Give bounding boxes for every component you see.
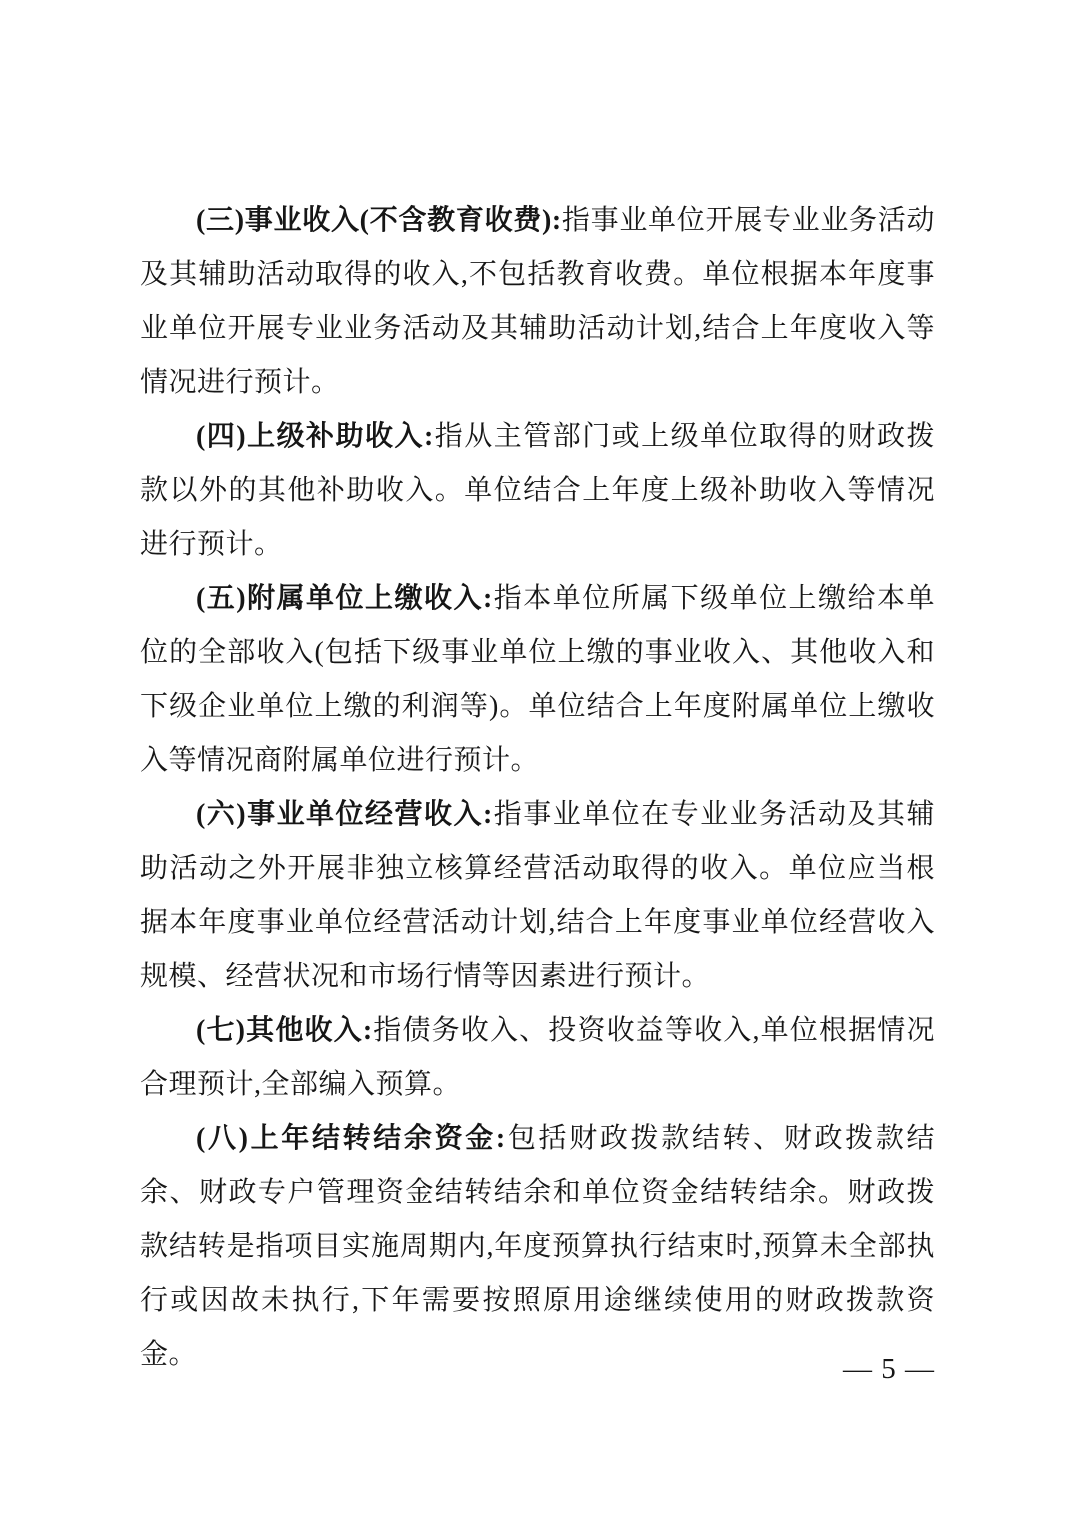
- paragraph-item-7-heading: (七)其他收入:: [196, 1015, 373, 1046]
- paragraph-item-8-heading: (八)上年结转结余资金:: [196, 1123, 506, 1154]
- paragraph-item-4-heading: (四)上级补助收入:: [196, 421, 434, 452]
- paragraph-item-5-text: 指本单位所属下级单位上缴给本单位的全部收入(包括下级事业单位上缴的事业收入、其他收入和下级企业单位上缴的利润等)。单位结合上年度附属单位上缴收入等情况商附属单位进行预计。: [140, 583, 935, 776]
- paragraph-item-6-text: 指事业单位在专业业务活动及其辅助活动之外开展非独立核算经营活动取得的收入。单位应当根据本年度事业单位经营活动计划,结合上年度事业单位经营收入规模、经营状况和市场行情等因素进行预计。: [140, 799, 935, 992]
- paragraph-item-4-text: 指从主管部门或上级单位取得的财政拨款以外的其他补助收入。单位结合上年度上级补助收入等情况进行预计。: [140, 421, 935, 560]
- page-number: — 5 —: [843, 1353, 935, 1385]
- paragraph-item-7-text: 指债务收入、投资收益等收入,单位根据情况合理预计,全部编入预算。: [140, 1015, 935, 1100]
- paragraph-item-3: [140, 194, 935, 410]
- paragraph-item-5: [140, 572, 935, 788]
- paragraph-item-5-heading: (五)附属单位上缴收入:: [196, 583, 493, 614]
- paragraph-item-8-text: 包括财政拨款结转、财政拨款结余、财政专户管理资金结转结余和单位资金结转结余。财政拨款结转是指项目实施周期内,年度预算执行结束时,预算未全部执行或因故未执行,下年需要按照原用途继续使用的财政拨款资金。: [140, 1123, 935, 1370]
- paragraph-item-6-heading: (六)事业单位经营收入:: [196, 799, 493, 830]
- paragraph-item-7: [140, 1004, 935, 1112]
- paragraph-item-6: [140, 788, 935, 1004]
- document-body: [140, 194, 935, 1382]
- paragraph-item-4: [140, 410, 935, 572]
- paragraph-item-3-text: 指事业单位开展专业业务活动及其辅助活动取得的收入,不包括教育收费。单位根据本年度事业单位开展专业业务活动及其辅助活动计划,结合上年度收入等情况进行预计。: [140, 205, 935, 398]
- paragraph-item-3-heading: (三)事业收入(不含教育收费):: [196, 205, 562, 236]
- paragraph-item-8: [140, 1112, 935, 1382]
